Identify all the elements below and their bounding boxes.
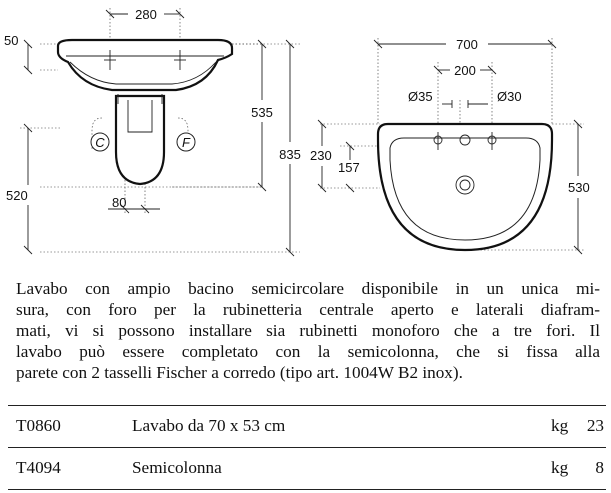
product-description <box>16 278 600 383</box>
dim-d30: Ø30 <box>497 89 522 104</box>
product-name: Semicolonna <box>132 458 222 477</box>
dim-530: 530 <box>568 180 590 195</box>
description-line: sura, con foro per la rubinetteria centrale aperto e laterali diafram- <box>16 300 600 319</box>
dim-835: 835 <box>279 147 301 162</box>
side-view <box>4 7 301 256</box>
product-row <box>8 448 606 490</box>
dim-520: 520 <box>6 188 28 203</box>
description-line: parete con 2 tasselli Fischer a corredo (tipo art. 1004W B2 inox). <box>16 363 463 382</box>
hot-tap-label: F <box>182 135 190 150</box>
product-row <box>8 406 606 448</box>
dim-d35: Ø35 <box>408 89 433 104</box>
dim-157: 157 <box>338 160 360 175</box>
product-name: Lavabo da 70 x 53 cm <box>132 416 286 435</box>
product-weight-unit: kg <box>551 416 569 435</box>
description-line: lavabo può essere completato con la semicolonna, che si fissa alla <box>16 342 600 361</box>
dim-535: 535 <box>251 105 273 120</box>
product-weight: 23 <box>586 416 604 435</box>
dim-50: 50 <box>4 33 19 48</box>
top-view <box>310 37 590 254</box>
dim-700: 700 <box>456 37 478 52</box>
product-weight: 8 <box>595 458 604 477</box>
product-weight-unit: kg <box>551 458 569 477</box>
product-code: T4094 <box>16 458 61 477</box>
description-line: Lavabo con ampio bacino semicircolare disponibile in un unica mi- <box>16 279 600 298</box>
dim-230: 230 <box>310 148 332 163</box>
product-code: T0860 <box>16 416 61 435</box>
dim-80: 80 <box>112 195 127 210</box>
product-table <box>8 405 606 490</box>
dim-200: 200 <box>454 63 476 78</box>
cold-tap-label: C <box>95 135 105 150</box>
dim-280: 280 <box>135 7 157 22</box>
description-line: mati, vi si possono installare sia rubinetti monoforo che a tre fori. Il <box>16 321 600 340</box>
